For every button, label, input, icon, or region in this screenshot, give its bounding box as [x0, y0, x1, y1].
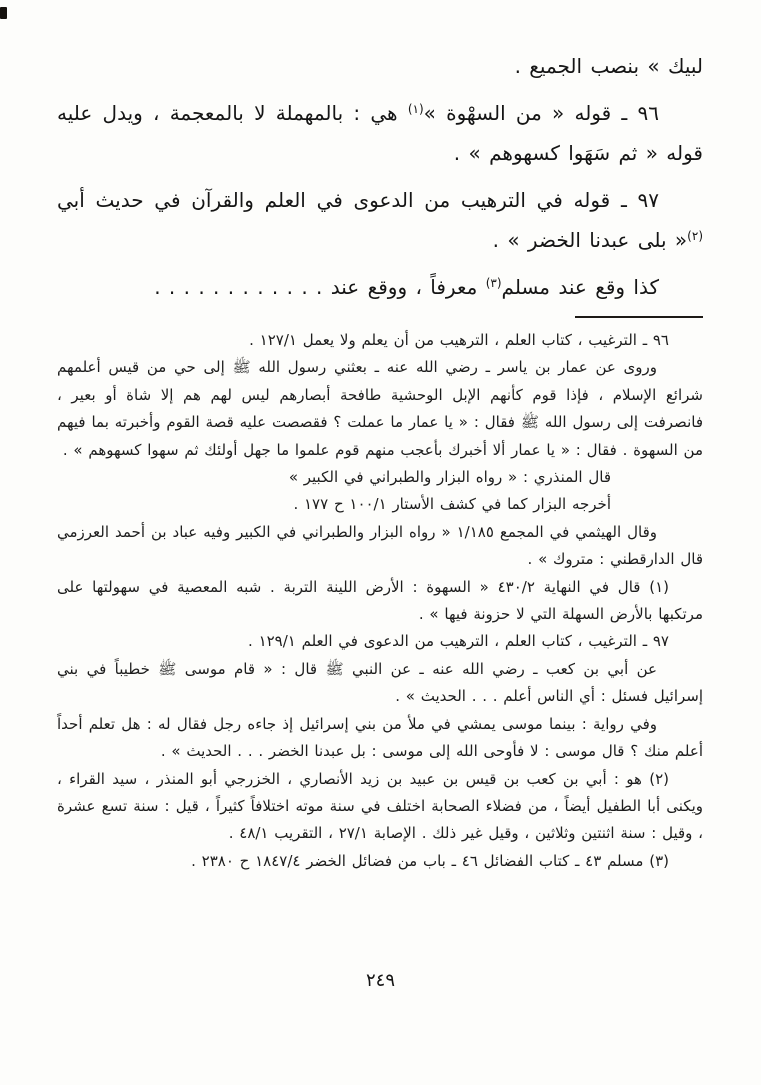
footnote-97-source: ٩٧ ـ الترغيب ، كتاب العلم ، الترهيب من الدعوى في العلم ١٢٩/١ .: [248, 632, 669, 651]
paragraph-muslim-note: [57, 267, 703, 307]
footnote-96-mundhiri-quote: قال المنذري : « رواه البزار والطبراني في الكبير »: [288, 468, 611, 487]
page-content: [57, 46, 703, 875]
footnote-2: [57, 766, 703, 848]
muslim-note-text-a: كذا وقع عند مسلم: [501, 275, 659, 299]
main-text: [57, 46, 703, 307]
entry-96-text-b: هي : بالمهملة لا بالمعجمة ، ويدل عليه قوله « ثم سَهَوا كسهوهم » .: [57, 101, 703, 165]
paragraph-entry-97: [57, 180, 703, 260]
footnotes-section: [57, 327, 703, 875]
footnote-ref-1: (١): [407, 102, 424, 116]
footnote-separator: [575, 316, 703, 318]
page-number: ٢٤٩: [365, 970, 395, 991]
scan-artifact: [0, 7, 7, 19]
paragraph-continuation: لبيك » بنصب الجميع .: [514, 54, 703, 78]
footnote-96-source: ٩٦ ـ الترغيب ، كتاب العلم ، الترهيب من أن يعلم ولا يعمل ١٢٧/١ .: [249, 331, 669, 349]
footnote-ref-3: (٣): [485, 276, 502, 290]
footnote-3: [57, 848, 703, 875]
footnote-97-hadith: عن أبي بن كعب ـ رضي الله عنه ـ عن النبي ﷺ قال : « قام موسى ﷺ خطيباً في بني إسرائيل فسئل : أي الناس أعلم . . . الحديث » .: [57, 659, 703, 706]
footnote-96-haythami-quote: وقال الهيثمي في المجمع ١/١٨٥ « رواه البزار والطبراني في الكبير وفيه عباد بن أحمد العرزمي قال الدارقطني : متروك » .: [57, 522, 703, 569]
footnote-2-marker: (٢): [649, 769, 669, 788]
footnote-3-marker: (٣): [649, 851, 669, 870]
footnote-2-text: هو : أبي بن كعب بن قيس بن عبيد بن زيد الأنصاري ، الخزرجي أبو المنذر ، سيد القراء ، ويكنى أبا الطفيل أيضاً ، من فضلاء الصحابة اختلف في سنة موته اختلافاً كثيراً ، قيل : سنة تسع عشرة ، وقيل : سنة اثنتين وثلاثين ، وقيل غير ذلك . الإصابة ٢٧/١ ، التقريب ٤٨/١ .: [57, 769, 703, 843]
footnote-96-bazzar-reference: أخرجه البزار كما في كشف الأستار ١٠٠/١ ح ١٧٧ .: [293, 495, 611, 514]
footnote-96-narration: وروى عن عمار بن ياسر ـ رضي الله عنه ـ بعثني رسول الله ﷺ إلى حي من قيس أعلمهم شرائع الإسلام ، فإذا قوم كأنهم الإبل الوحشية طافحة أبصارهم ليس لهم هم إلا شاة أو بعير ، فانصرفت إلى رسول الله ﷺ فقال : « يا عمار ما عملت ؟ فقصصت عليه قصة القوم وأخبرته بما فيهم من السهوة . فقال : « يا عمار ألا أخبرك بأعجب منهم قوم علموا ما جهل أولئك ثم سهوا كسهوهم » .: [57, 358, 703, 459]
footnote-97-variant-narration: وفي رواية : بينما موسى يمشي في ملأ من بني إسرائيل إذ جاءه رجل فقال له : هل تعلم أحداً أعلم منك ؟ قال موسى : لا فأوحى الله إلى موسى : بل عبدنا الخضر . . . الحديث » .: [57, 714, 703, 761]
muslim-note-text-b: معرفاً ، ووقع عند . . . . . . . . . . . .: [154, 275, 486, 299]
paragraph-entry-96: [57, 93, 703, 173]
footnote-1-text: قال في النهاية ٤٣٠/٢ « السهوة : الأرض اللينة التربة . شبه المعصية في سهولتها على مرتكبها بالأرض السهلة التي لا حزونة فيها » .: [57, 577, 703, 624]
footnote-1-marker: (١): [649, 577, 669, 596]
footnote-1: [57, 574, 703, 629]
footnote-3-text: مسلم ٤٣ ـ كتاب الفضائل ٤٦ ـ باب من فضائل الخضر ١٨٤٧/٤ ح ٢٣٨٠ .: [191, 851, 644, 870]
footnote-ref-2: (٢): [687, 229, 703, 243]
entry-97-text-a: ٩٧ ـ قوله في الترهيب من الدعوى في العلم والقرآن في حديث أبي: [57, 188, 659, 212]
entry-97-text-b: « بلى عبدنا الخضر » .: [492, 228, 688, 252]
entry-96-text-a: ٩٦ ـ قوله « من السهْوة »: [423, 101, 659, 125]
